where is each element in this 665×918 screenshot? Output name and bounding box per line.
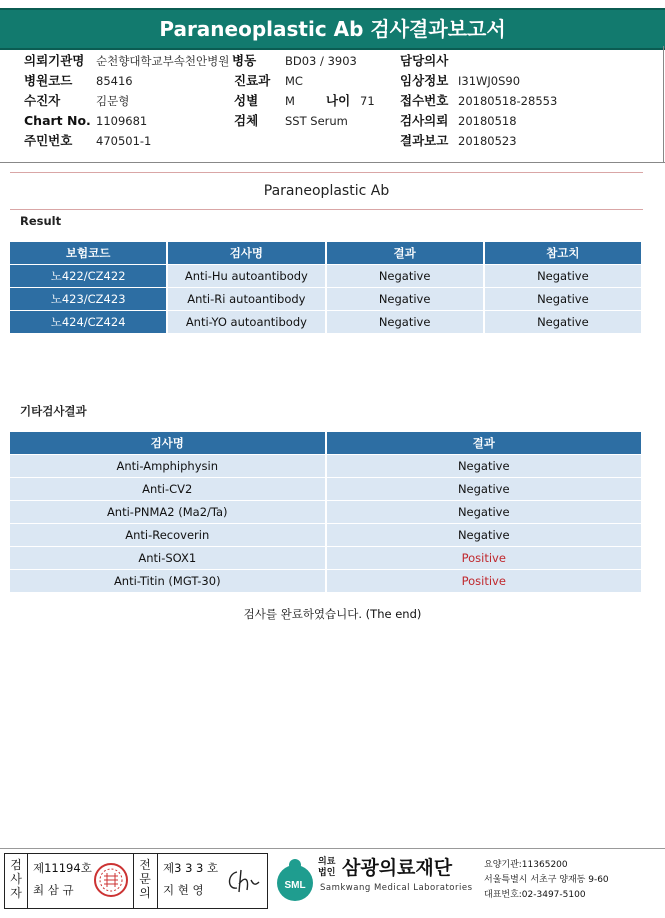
test-result: Negative: [327, 478, 642, 500]
end-note: 검사를 완료하였습니다. (The end): [243, 607, 422, 621]
insurance-code: 노422/CZ422: [10, 265, 166, 287]
test-name: Anti-YO autoantibody: [168, 311, 324, 333]
test-result: Negative: [327, 501, 642, 523]
ward-label: 병동: [232, 53, 257, 68]
table-row: [10, 311, 641, 333]
report-title: Paraneoplastic Ab 검사결과보고서: [0, 8, 665, 50]
recipient-label: 수진자: [24, 93, 61, 108]
footer-divider: [0, 848, 665, 849]
col-header-result: 결과: [327, 242, 483, 264]
table-row: [10, 478, 641, 500]
test-result-positive: Positive: [327, 547, 642, 569]
age-value: 71: [360, 94, 375, 108]
chart-label: Chart No.: [24, 113, 91, 128]
logo-text: SML: [284, 880, 306, 891]
examiner-name: 최 삼 규: [33, 883, 74, 897]
insurance-code: 노423/CZ423: [10, 288, 166, 310]
insurance-code: 노424/CZ424: [10, 311, 166, 333]
sex-label: 성별: [234, 93, 259, 108]
reference-value: Negative: [485, 288, 641, 310]
reference-value: Negative: [485, 311, 641, 333]
signature-icon: [223, 866, 261, 896]
section-title: Paraneoplastic Ab: [10, 172, 643, 210]
chart-value: 1109681: [96, 114, 148, 128]
test-result-positive: Positive: [327, 570, 642, 592]
reviewer-name: 지 현 영: [163, 883, 204, 897]
reviewer-label: [136, 858, 154, 900]
other-results-heading: 기타검사결과: [20, 404, 87, 418]
report-label: 결과보고: [400, 133, 449, 148]
request-label: 검사의뢰: [400, 113, 449, 128]
doctor-label: 담당의사: [400, 53, 449, 68]
institution-value: 순천향대학교부속천안병원: [96, 54, 230, 68]
test-result: Negative: [327, 265, 483, 287]
ward-value: BD03 / 3903: [285, 54, 357, 68]
test-result: Negative: [327, 288, 483, 310]
info-right-border: [663, 46, 664, 163]
examiner-label: [7, 858, 25, 900]
test-name: Anti-Titin (MGT-30): [10, 570, 325, 592]
footer-separator: [27, 854, 28, 908]
receipt-label: 접수번호: [400, 93, 449, 108]
reviewer-license: 제3 3 3 호: [163, 861, 219, 875]
seal-stamp-icon: [93, 862, 129, 898]
other-results-table: [8, 431, 643, 593]
organization-block: [270, 853, 660, 907]
age-label: 나이: [326, 93, 351, 108]
specimen-label: 검체: [234, 113, 259, 128]
examiner-license: 제11194호: [33, 861, 92, 875]
org-prefix: 의료법인: [318, 857, 336, 878]
col-header-name: 검사명: [10, 432, 325, 454]
examiner-label-text: 검사자: [10, 858, 22, 900]
sml-logo-icon: [272, 857, 318, 903]
hospital-code-label: 병원코드: [24, 73, 73, 88]
clinical-value: I31WJ0S90: [458, 74, 521, 88]
sex-value: M: [285, 94, 295, 108]
org-english-name: Samkwang Medical Laboratories: [320, 883, 473, 893]
receipt-value: 20180518-28553: [458, 94, 558, 108]
col-header-code: 보험코드: [10, 242, 166, 264]
test-result: Negative: [327, 311, 483, 333]
table-row: [10, 288, 641, 310]
info-divider: [0, 162, 665, 163]
recipient-value: 김문형: [96, 94, 130, 108]
org-phone: 대표번호:02-3497-5100: [484, 890, 586, 900]
org-name: 삼광의료재단: [342, 857, 453, 879]
org-address: 서울특별시 서초구 양재동 9-60: [484, 875, 609, 885]
result-heading: Result: [20, 214, 62, 228]
test-name: Anti-Amphiphysin: [10, 455, 325, 477]
signature-box: [4, 853, 268, 909]
test-name: Anti-PNMA2 (Ma2/Ta): [10, 501, 325, 523]
reference-value: Negative: [485, 265, 641, 287]
table-row: [10, 570, 641, 592]
col-header-result: 결과: [327, 432, 642, 454]
specimen-value: SST Serum: [285, 114, 348, 128]
request-value: 20180518: [458, 114, 517, 128]
test-name: Anti-CV2: [10, 478, 325, 500]
resident-label: 주민번호: [24, 133, 73, 148]
col-header-reference: 참고치: [485, 242, 641, 264]
institution-label: 의뢰기관명: [24, 53, 85, 68]
result-table: [8, 241, 643, 334]
report-value: 20180523: [458, 134, 517, 148]
table-row: [10, 501, 641, 523]
org-code: 요양기관:11365200: [484, 860, 568, 870]
table-row: [10, 547, 641, 569]
footer-separator: [157, 854, 158, 908]
clinical-label: 임상정보: [400, 73, 449, 88]
test-name: Anti-Ri autoantibody: [168, 288, 324, 310]
test-name: Anti-SOX1: [10, 547, 325, 569]
resident-value: 470501-1: [96, 134, 152, 148]
test-result: Negative: [327, 455, 642, 477]
table-row: [10, 265, 641, 287]
col-header-name: 검사명: [168, 242, 324, 264]
table-row: [10, 524, 641, 546]
test-result: Negative: [327, 524, 642, 546]
hospital-code-value: 85416: [96, 74, 133, 88]
reviewer-label-text: 전문의: [139, 858, 151, 900]
test-name: Anti-Hu autoantibody: [168, 265, 324, 287]
table-row: [10, 455, 641, 477]
test-name: Anti-Recoverin: [10, 524, 325, 546]
department-label: 진료과: [234, 73, 271, 88]
department-value: MC: [285, 74, 303, 88]
footer-separator: [133, 854, 134, 908]
